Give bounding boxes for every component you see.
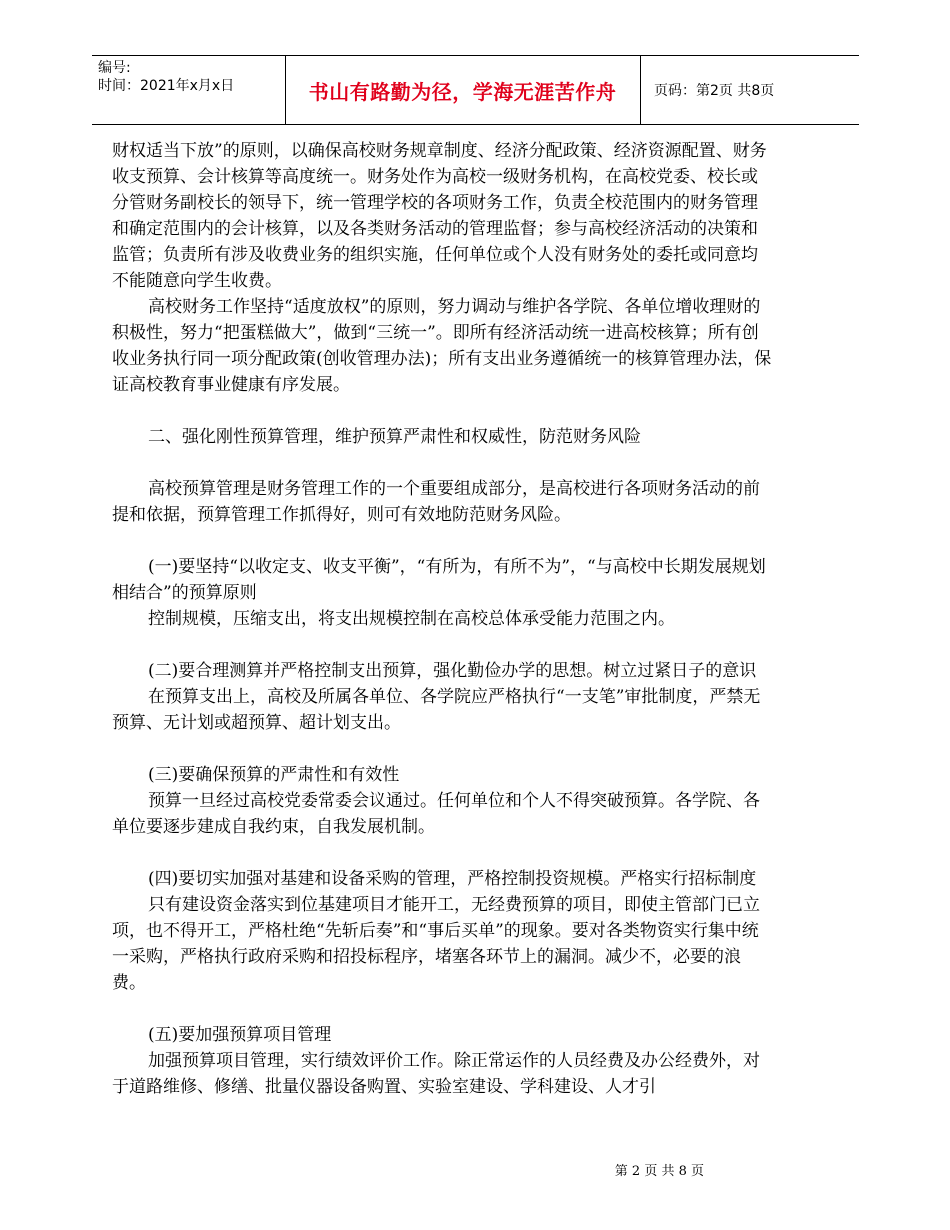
- section-heading: 二、强化刚性预算管理，维护预算严肃性和权威性，防范财务风险: [148, 427, 641, 447]
- subsection-heading: (一)要坚持“以收定支、收支平衡”，“有所为，有所不为”，“与高校中长期发展规划相结合”的预算原则: [112, 557, 766, 603]
- body-paragraph: 高校预算管理是财务管理工作的一个重要组成部分，是高校进行各项财务活动的前提和依据，预算管理工作抓得好，则可有效地防范财务风险。: [112, 479, 760, 525]
- header-meta: [92, 56, 286, 124]
- page-header: [92, 55, 859, 125]
- body-paragraph: 只有建设资金落实到位基建项目才能开工，无经费预算的项目，即使主管部门已立项，也不得开工，严格杜绝“先斩后奏”和“事后买单”的现象。要对各类物资实行集中统一采购，严格执行政府采购和招投标程序，堵塞各环节上的漏洞。减少不，必要的浪费。: [112, 895, 760, 993]
- subsection-heading: (四)要切实加强对基建和设备采购的管理，严格控制投资规模。严格实行招标制度: [148, 869, 757, 889]
- page-footer: [0, 1160, 950, 1179]
- body-paragraph: 预算一旦经过高校党委常委会议通过。任何单位和个人不得突破预算。各学院、各单位要逐步建成自我约束，自我发展机制。: [112, 791, 760, 837]
- document-date-label: 时间：2021年x月x日: [98, 78, 235, 94]
- header-motto-cell: [285, 56, 641, 124]
- header-page-cell: [640, 56, 859, 124]
- body-paragraph: 财权适当下放”的原则，以确保高校财务规章制度、经济分配政策、经济资源配置、财务收支预算、会计核算等高度统一。财务处作为高校一级财务机构，在高校党委、校长或分管财务副校长的领导下，统一管理学校的各项财务工作，负责全校范围内的财务管理和确定范围内的会计核算，以及各类财务活动的管理监督；参与高校经济活动的决策和监管；负责所有涉及收费业务的组织实施，任何单位或个人没有财务处的委托或同意均不能随意向学生收费。: [112, 141, 767, 291]
- subsection-heading: (二)要合理测算并严格控制支出预算，强化勤俭办学的思想。树立过紧日子的意识: [148, 661, 757, 681]
- body-paragraph: 加强预算项目管理，实行绩效评价工作。除正常运作的人员经费及办公经费外，对于道路维修、修缮、批量仪器设备购置、实验室建设、学科建设、人才引: [112, 1051, 760, 1097]
- header-page-label: 页码：第2页 共8页: [654, 83, 775, 99]
- subsection-heading: (三)要确保预算的严肃性和有效性: [148, 765, 400, 785]
- footer-page-number: 第 2 页 共 8 页: [614, 1164, 704, 1179]
- body-paragraph: 控制规模，压缩支出，将支出规模控制在高校总体承受能力范围之内。: [148, 609, 675, 629]
- document-number-label: 编号:: [98, 60, 131, 76]
- subsection-heading: (五)要加强预算项目管理: [148, 1025, 332, 1045]
- body-paragraph: 在预算支出上，高校及所属各单位、各学院应严格执行“一支笔”审批制度，严禁无预算、无计划或超预算、超计划支出。: [112, 687, 761, 733]
- body-paragraph: 高校财务工作坚持“适度放权”的原则，努力调动与维护各学院、各单位增收理财的积极性，努力“把蛋糕做大”，做到“三统一”。即所有经济活动统一进高校核算；所有创收业务执行同一项分配政策(创收管理办法)；所有支出业务遵循统一的核算管理办法，保证高校教育事业健康有序发展。: [112, 297, 772, 395]
- document-body: [112, 138, 772, 1100]
- header-motto: 书山有路勤为径，学海无涯苦作舟: [308, 79, 617, 104]
